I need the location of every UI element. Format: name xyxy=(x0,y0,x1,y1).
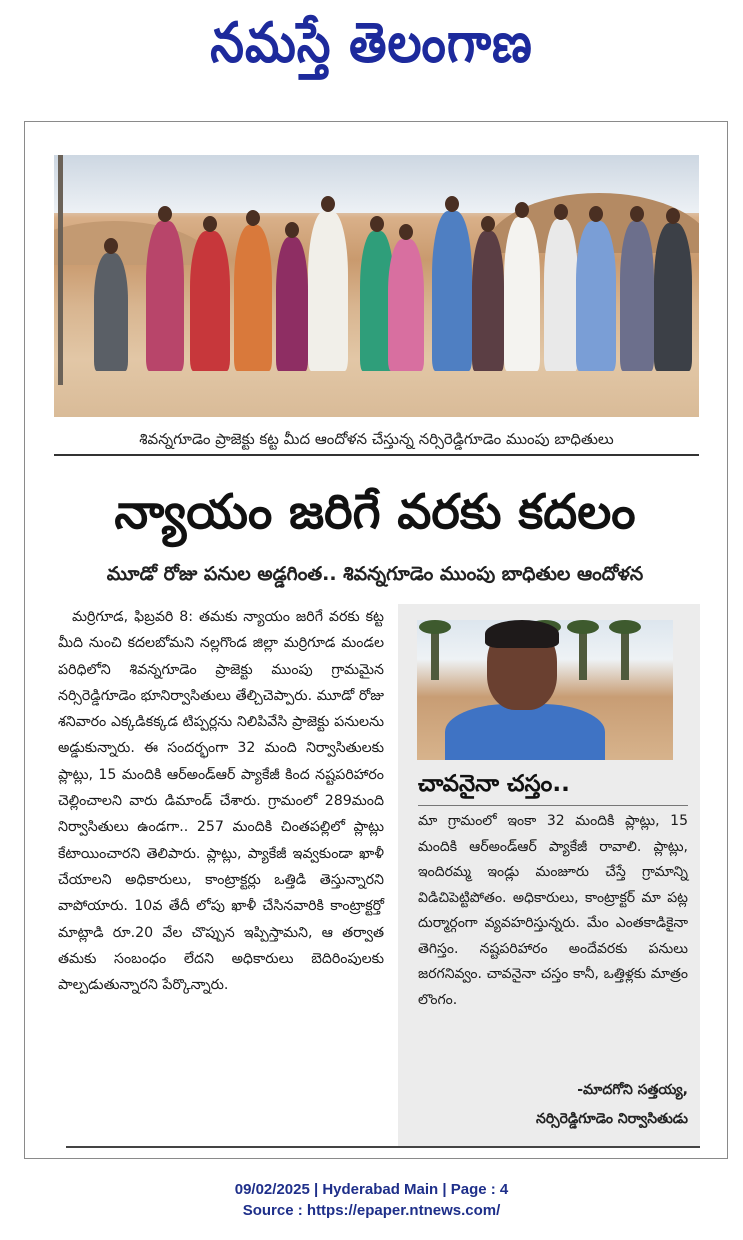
bottom-divider xyxy=(66,1146,700,1148)
photo-person xyxy=(576,221,616,371)
quote-body: మా గ్రామంలో ఇంకా 32 మందికి ప్లాట్లు, 15 మందికి ఆర్అండ్ఆర్ ప్యాకేజీ రావాలి. ప్లాట్లు, ఇందిరమ్మ ఇండ్లు మంజూరు చేస్తే గ్రామాన్ని విడిచిపెట్టిపోతం. అధికారులు, కాంట్రాక్టర్ మా పట్ల దుర్మార్గంగా వ్యవహరిస్తున్నరు. మేం ఎంతకాడికైనా తెగిస్తం. నష్టపరిహారం అందేవరకు పనులు జరగనివ్వం. చావనైనా చస్తం కానీ, ఒత్తిళ్లకు మాత్రం లొంగం. xyxy=(418,813,688,1008)
photo-person xyxy=(472,231,504,371)
interviewee-shirt xyxy=(445,704,605,760)
article-headline: న్యాయం జరిగే వరకు కదలం xyxy=(114,484,636,540)
photo-person xyxy=(94,253,128,371)
photo-pole xyxy=(58,155,63,385)
edition-info: 09/02/2025 | Hyderabad Main | Page : 4 xyxy=(234,1181,509,1198)
photo-person xyxy=(234,225,272,371)
photo-palm-tree xyxy=(579,628,587,680)
photo-palm-tree xyxy=(431,628,439,680)
photo-person xyxy=(190,231,230,371)
photo-person xyxy=(308,211,348,371)
photo-hill xyxy=(54,221,214,265)
photo-palm-tree xyxy=(621,628,629,680)
photo-person xyxy=(620,221,654,371)
masthead-logo: నమస్తే తెలంగాణ xyxy=(210,10,533,76)
quote-divider xyxy=(418,805,688,806)
photo-person xyxy=(146,221,184,371)
photo-person xyxy=(432,211,472,371)
photo-person xyxy=(654,223,692,371)
photo-person xyxy=(388,239,424,371)
photo-person xyxy=(276,237,308,371)
interviewee-photo xyxy=(417,620,673,760)
photo-person xyxy=(504,217,540,371)
attribution-name: -మాదగోని సత్తయ్య, xyxy=(577,1082,688,1098)
article-body-text: మర్రిగూడ, ఫిబ్రవరి 8: తమకు న్యాయం జరిగే వరకు కట్ట మీది నుంచి కదలబోమని నల్లగొండ జిల్లా మర్రిగూడ మండల పరిధిలోని శివన్నగూడెం ప్రాజెక్టు ముంపు గ్రామమైన నర్సిరెడ్డిగూడెం భూనిర్వాసితులు తేల్చిచెప్పారు. మూడో రోజు శనివారం ఎక్కడికక్కడ టిప్పర్లను నిలిపివేసి ప్రాజెక్టు పనులను అడ్డుకున్నారు. ఈ సందర్భంగా 32 మంది నిర్వాసితులకు ప్లాట్లు, 15 మందికి ఆర్అండ్ఆర్ ప్యాకేజీ కింద నష్టపరిహారం చెల్లించాలని వారు డిమాండ్ చేశారు. గ్రామంలో 289మంది నిర్వాసితులు ఉండగా.. 257 మందికి చింతపల్లిలో ప్లాట్లు కేటాయించారని తెలిపారు. ప్లాట్లు, ప్యాకేజీ ఇవ్వకుండా ఖాళీ చేయాలని అధికారులు, కాంట్రాక్టర్లు ఒత్తిడి తెస్తున్నారని వాపోయారు. 10వ తేదీ లోపు ఖాళీ చేసినవారికి కాంట్రాక్టర్తో మాట్లాడి రూ.20 వేల చొప్పున ఇప్పిస్తామని, ఆ తర్వాత తమకు సంబంధం లేదని అధికారులు బెదిరింపులకు పాల్పడుతున్నారని పేర్కొన్నారు. xyxy=(58,609,384,994)
quote-title: చావనైనా చస్తం.. xyxy=(418,771,570,797)
photo-caption: శివన్నగూడెం ప్రాజెక్టు కట్ట మీద ఆందోళన చేస్తున్న నర్సిరెడ్డిగూడెం ముంపు బాధితులు xyxy=(54,424,699,456)
article-body xyxy=(58,604,384,1124)
photo-person xyxy=(544,219,578,371)
interviewee-hair xyxy=(485,620,559,648)
source-link[interactable]: Source : https://epaper.ntnews.com/ xyxy=(242,1202,501,1219)
protest-photo xyxy=(54,155,699,417)
quote-attribution xyxy=(418,1076,688,1136)
article-subheadline: మూడో రోజు పనుల అడ్డగింత.. శివన్నగూడెం ముంపు బాధితుల ఆందోళన xyxy=(106,563,644,585)
attribution-role: నర్సిరెడ్డిగూడెం నిర్వాసితుడు xyxy=(536,1111,688,1127)
